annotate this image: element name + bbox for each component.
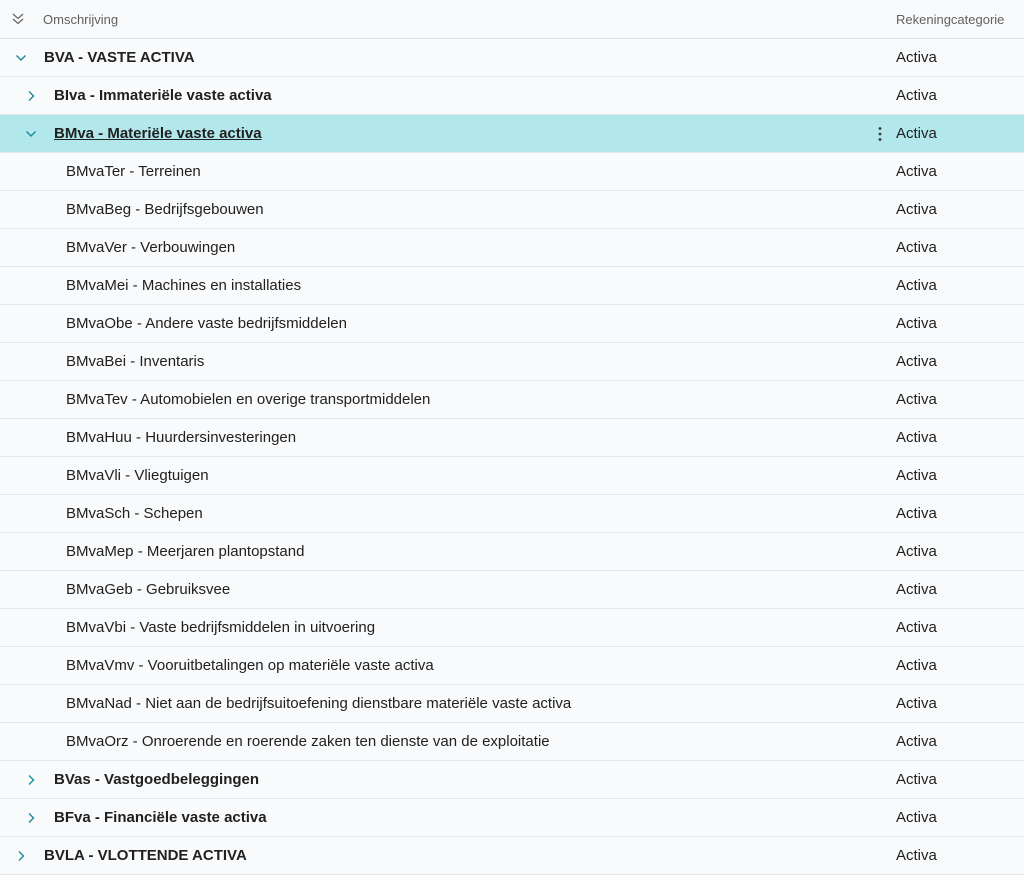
chevron-down-icon[interactable] <box>10 52 32 64</box>
more-options-icon[interactable] <box>864 126 896 142</box>
row-description: BMvaMei - Machines en installaties <box>66 277 302 294</box>
tree-row-leaf[interactable] <box>0 457 1024 495</box>
tree-row-group[interactable] <box>0 799 1024 837</box>
chevron-right-icon[interactable] <box>20 774 42 786</box>
tree-row-group[interactable] <box>0 837 1024 875</box>
tree-row-leaf[interactable] <box>0 267 1024 305</box>
row-description[interactable]: BMva - Materiële vaste activa <box>54 125 262 142</box>
row-category: Activa <box>896 619 937 636</box>
row-description: BMvaVbi - Vaste bedrijfsmiddelen in uitvoering <box>66 619 376 636</box>
row-category: Activa <box>896 125 937 142</box>
tree-row-leaf[interactable] <box>0 685 1024 723</box>
row-category: Activa <box>896 277 937 294</box>
row-description: BMvaNad - Niet aan de bedrijfsuitoefening dienstbare materiële vaste activa <box>66 695 572 712</box>
row-description: BMvaVli - Vliegtuigen <box>66 467 209 484</box>
tree-row-leaf[interactable] <box>0 647 1024 685</box>
tree-row-group[interactable] <box>0 115 1024 153</box>
row-description: BVLA - VLOTTENDE ACTIVA <box>44 847 247 864</box>
chevron-down-icon[interactable] <box>20 128 42 140</box>
tree-row-leaf[interactable] <box>0 153 1024 191</box>
tree-row-group[interactable] <box>0 39 1024 77</box>
row-description: BMvaHuu - Huurdersinvesteringen <box>66 429 297 446</box>
tree-row-leaf[interactable] <box>0 191 1024 229</box>
row-category: Activa <box>896 467 937 484</box>
tree-row-leaf[interactable] <box>0 533 1024 571</box>
grid-rows <box>0 39 1024 875</box>
tree-row-leaf[interactable] <box>0 609 1024 647</box>
row-category: Activa <box>896 353 937 370</box>
row-description: BMvaSch - Schepen <box>66 505 203 522</box>
tree-row-group[interactable] <box>0 77 1024 115</box>
chevron-right-icon[interactable] <box>20 90 42 102</box>
double-chevron-down-icon <box>11 12 25 26</box>
collapse-all-button[interactable] <box>0 12 36 26</box>
row-category: Activa <box>896 239 937 256</box>
tree-row-leaf[interactable] <box>0 723 1024 761</box>
tree-row-leaf[interactable] <box>0 305 1024 343</box>
row-category: Activa <box>896 543 937 560</box>
row-category: Activa <box>896 163 937 180</box>
tree-row-group[interactable] <box>0 761 1024 799</box>
row-description: BFva - Financiële vaste activa <box>54 809 267 826</box>
row-description: BIva - Immateriële vaste activa <box>54 87 272 104</box>
row-category: Activa <box>896 429 937 446</box>
column-header-category[interactable]: Rekeningcategorie <box>896 11 1005 27</box>
tree-row-leaf[interactable] <box>0 229 1024 267</box>
row-category: Activa <box>896 391 937 408</box>
row-category: Activa <box>896 87 937 104</box>
row-category: Activa <box>896 809 937 826</box>
row-category: Activa <box>896 505 937 522</box>
row-category: Activa <box>896 315 937 332</box>
tree-row-leaf[interactable] <box>0 381 1024 419</box>
row-description: BMvaVer - Verbouwingen <box>66 239 236 256</box>
column-header-description[interactable]: Omschrijving <box>43 11 119 27</box>
chevron-right-icon[interactable] <box>10 850 32 862</box>
tree-row-leaf[interactable] <box>0 419 1024 457</box>
row-description: BMvaTev - Automobielen en overige transportmiddelen <box>66 391 431 408</box>
chevron-right-icon[interactable] <box>20 812 42 824</box>
row-description: BMvaGeb - Gebruiksvee <box>66 581 231 598</box>
row-description: BMvaTer - Terreinen <box>66 163 201 180</box>
row-description: BVas - Vastgoedbeleggingen <box>54 771 260 788</box>
grid-header <box>0 0 1024 39</box>
row-description: BMvaOrz - Onroerende en roerende zaken ten dienste van de exploitatie <box>66 733 550 750</box>
row-category: Activa <box>896 771 937 788</box>
row-description: BVA - VASTE ACTIVA <box>44 49 195 66</box>
tree-row-leaf[interactable] <box>0 571 1024 609</box>
row-description: BMvaBeg - Bedrijfsgebouwen <box>66 201 264 218</box>
row-description: BMvaBei - Inventaris <box>66 353 205 370</box>
row-description: BMvaObe - Andere vaste bedrijfsmiddelen <box>66 315 347 332</box>
row-category: Activa <box>896 201 937 218</box>
row-category: Activa <box>896 733 937 750</box>
row-category: Activa <box>896 581 937 598</box>
row-category: Activa <box>896 695 937 712</box>
row-description: BMvaMep - Meerjaren plantopstand <box>66 543 305 560</box>
tree-row-leaf[interactable] <box>0 495 1024 533</box>
row-category: Activa <box>896 49 937 66</box>
row-description: BMvaVmv - Vooruitbetalingen op materiële vaste activa <box>66 657 434 674</box>
row-category: Activa <box>896 847 937 864</box>
row-category: Activa <box>896 657 937 674</box>
tree-row-leaf[interactable] <box>0 343 1024 381</box>
